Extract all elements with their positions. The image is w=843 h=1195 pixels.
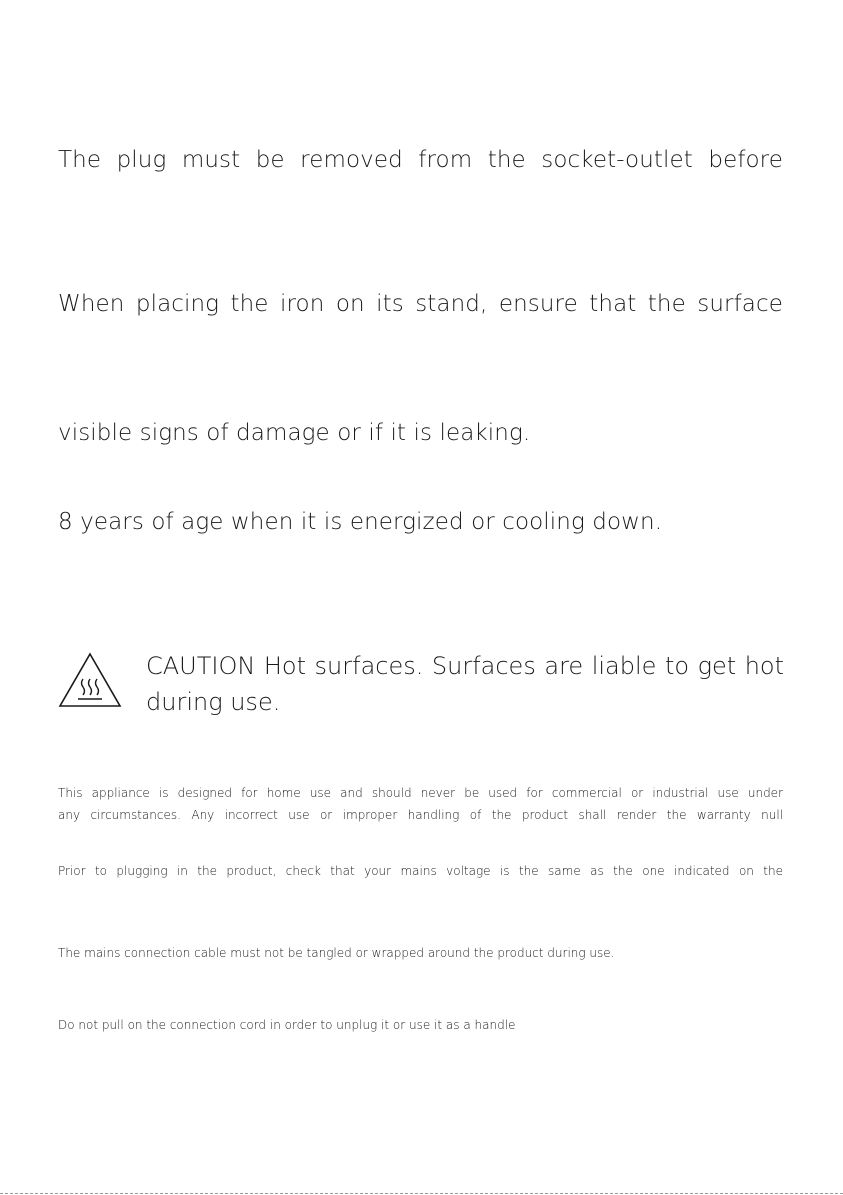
paragraph-home-use-line-2: any circumstances. Any incorrect use or improper handling of the product shall render the warranty null: [58, 808, 783, 822]
instruction-line-age-warning: 8 years of age when it is energized or cooling down.: [58, 509, 663, 535]
instruction-line-plug-removal: The plug must be removed from the socket-outlet before: [58, 147, 783, 173]
caution-text-line-1: CAUTION Hot surfaces. Surfaces are liable to get hot: [146, 652, 784, 680]
instruction-line-damage-signs: visible signs of damage or if it is leaking.: [58, 420, 531, 446]
caution-hot-surfaces-block: [58, 648, 784, 718]
page-bottom-rule: [0, 1193, 843, 1194]
caution-text-line-2: during use.: [146, 688, 281, 716]
paragraph-home-use-line-1: This appliance is designed for home use and should never be used for commercial or industrial use under: [58, 786, 783, 800]
hot-surface-warning-icon: [58, 651, 122, 709]
paragraph-connection-cord: Do not pull on the connection cord in order to unplug it or use it as a handle: [58, 1018, 516, 1032]
paragraph-mains-voltage: Prior to plugging in the product, check that your mains voltage is the same as the one indicated on the: [58, 864, 783, 878]
caution-text: [146, 648, 784, 720]
instruction-line-iron-stand: When placing the iron on its stand, ensure that the surface: [58, 291, 783, 317]
paragraph-cable-tangling: The mains connection cable must not be tangled or wrapped around the product during use.: [58, 946, 615, 960]
